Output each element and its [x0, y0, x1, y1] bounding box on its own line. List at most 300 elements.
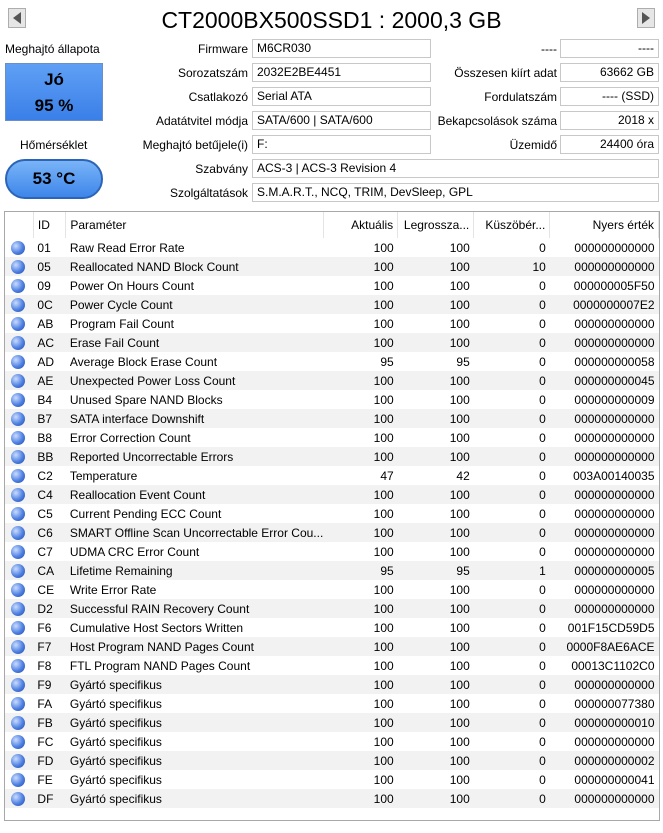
table-row[interactable] [5, 561, 659, 580]
status-cell [5, 390, 33, 409]
table-row[interactable] [5, 390, 659, 409]
current-value: 100 [324, 333, 398, 352]
status-cell [5, 713, 33, 732]
raw-value: 000000000000 [550, 523, 659, 542]
status-cell [5, 409, 33, 428]
raw-value: 0000F8AE6ACE [550, 637, 659, 656]
health-label: Meghajtó állapota [5, 42, 100, 56]
current-value: 100 [373, 544, 394, 559]
table-row[interactable] [5, 238, 659, 257]
column-header-threshold[interactable]: Küszöbér... [474, 212, 550, 238]
raw-value: 000000005F50 [573, 278, 655, 293]
threshold-value: 10 [474, 257, 550, 276]
drive-title: CT2000BX500SSD1 : 2000,3 GB [161, 7, 502, 33]
transfer-mode-label: Adatátvitel módja [155, 114, 248, 128]
blank-value: ---- [560, 39, 659, 58]
threshold-value: 0 [539, 316, 546, 331]
worst-value: 100 [449, 240, 470, 255]
attribute-name: Raw Read Error Rate [69, 240, 185, 255]
attribute-name: Reported Uncorrectable Errors [66, 447, 324, 466]
table-row[interactable] [5, 599, 659, 618]
threshold-value: 0 [474, 409, 550, 428]
worst-value: 100 [398, 447, 474, 466]
standard-value: ACS-3 | ACS-3 Revision 4 [252, 159, 659, 178]
threshold-value: 0 [539, 696, 546, 711]
status-cell [5, 542, 33, 561]
current-value: 100 [324, 637, 398, 656]
attribute-name: Gyártó specifikus [69, 734, 162, 749]
table-row[interactable] [5, 694, 659, 713]
current-value: 95 [324, 561, 398, 580]
status-cell [5, 599, 33, 618]
temperature-badge[interactable]: 53 °C [5, 159, 103, 199]
table-row[interactable] [5, 637, 659, 656]
status-cell [5, 770, 33, 789]
worst-value: 95 [456, 354, 470, 369]
status-cell [5, 314, 33, 333]
status-dot-icon [11, 279, 25, 293]
status-dot-icon [11, 583, 25, 597]
attribute-name: Gyártó specifikus [66, 675, 324, 694]
threshold-value: 0 [539, 468, 546, 483]
status-dot-icon [11, 336, 25, 350]
worst-value: 100 [449, 696, 470, 711]
attribute-name: Temperature [69, 468, 138, 483]
column-header-worst[interactable]: Legrossza... [398, 212, 474, 238]
current-value: 100 [373, 316, 394, 331]
current-value: 100 [373, 772, 394, 787]
serial-value: 2032E2BE4451 [252, 63, 431, 82]
worst-value: 100 [449, 582, 470, 597]
status-dot-icon [11, 773, 25, 787]
threshold-value: 0 [474, 371, 550, 390]
table-row[interactable] [5, 751, 659, 770]
drive-letter-value: F: [252, 135, 431, 154]
column-header-id[interactable]: ID [33, 212, 65, 238]
worst-value: 100 [398, 599, 474, 618]
table-row[interactable] [5, 656, 659, 675]
table-row[interactable] [5, 580, 659, 599]
status-dot-icon [11, 393, 25, 407]
status-dot-icon [11, 412, 25, 426]
threshold-value: 0 [474, 295, 550, 314]
attribute-id: AE [33, 371, 65, 390]
attribute-name: Error Correction Count [69, 430, 191, 445]
worst-value: 100 [398, 257, 474, 276]
current-value: 100 [324, 713, 398, 732]
blank-label: ---- [541, 42, 557, 56]
attribute-id: AD [37, 354, 55, 369]
raw-value: 000000000000 [550, 333, 659, 352]
worst-value: 100 [449, 278, 470, 293]
table-row[interactable] [5, 314, 659, 333]
table-row[interactable] [5, 257, 659, 276]
worst-value: 100 [398, 371, 474, 390]
attribute-name: Cumulative Host Sectors Written [69, 620, 244, 635]
attribute-id: F8 [37, 658, 52, 673]
status-dot-icon [11, 697, 25, 711]
table-row[interactable] [5, 295, 659, 314]
attribute-name: UDMA CRC Error Count [69, 544, 200, 559]
raw-value: 000000000000 [574, 240, 655, 255]
attribute-id: F9 [33, 675, 65, 694]
attribute-id: F7 [33, 637, 65, 656]
attribute-name: Gyártó specifikus [66, 789, 324, 808]
status-cell [5, 561, 33, 580]
worst-value: 100 [398, 751, 474, 770]
table-row[interactable] [5, 485, 659, 504]
threshold-value: 0 [474, 485, 550, 504]
column-header-attribute[interactable]: Paraméter [66, 212, 324, 238]
table-row[interactable] [5, 409, 659, 428]
table-row[interactable] [5, 618, 659, 637]
raw-value: 000000000000 [574, 430, 655, 445]
table-row[interactable] [5, 504, 659, 523]
threshold-value: 0 [539, 620, 546, 635]
status-dot-icon [11, 469, 25, 483]
threshold-value: 0 [539, 658, 546, 673]
table-row[interactable] [5, 276, 659, 295]
status-dot-icon [11, 621, 25, 635]
raw-value: 001F15CD59D5 [567, 620, 655, 635]
attribute-id: B7 [33, 409, 65, 428]
status-cell [5, 466, 33, 485]
attribute-name: Gyártó specifikus [69, 696, 162, 711]
current-value: 47 [380, 468, 394, 483]
attribute-name: Host Program NAND Pages Count [66, 637, 324, 656]
worst-value: 100 [449, 316, 470, 331]
attribute-name: Power Cycle Count [66, 295, 324, 314]
attribute-name: Reallocated NAND Block Count [66, 257, 324, 276]
current-value: 100 [324, 409, 398, 428]
attribute-name: Unused Spare NAND Blocks [69, 392, 223, 407]
raw-value: 000000000000 [574, 582, 655, 597]
table-row[interactable] [5, 371, 659, 390]
status-dot-icon [11, 716, 25, 730]
table-row[interactable] [5, 523, 659, 542]
status-dot-icon [11, 735, 25, 749]
current-value: 100 [373, 240, 394, 255]
status-cell [5, 637, 33, 656]
raw-value: 000000000000 [550, 409, 659, 428]
status-cell [5, 295, 33, 314]
table-row[interactable] [5, 789, 659, 808]
drive-letter-label: Meghajtó betűjele(i) [142, 138, 248, 152]
attribute-id: DF [33, 789, 65, 808]
threshold-value: 0 [474, 447, 550, 466]
attribute-name: Lifetime Remaining [66, 561, 324, 580]
current-value: 100 [324, 789, 398, 808]
attribute-name: Gyártó specifikus [69, 772, 162, 787]
column-header-raw[interactable]: Nyers érték [550, 212, 659, 238]
current-value: 95 [380, 354, 394, 369]
status-dot-icon [11, 241, 25, 255]
attribute-id: FD [33, 751, 65, 770]
status-dot-icon [11, 298, 25, 312]
worst-value: 100 [449, 544, 470, 559]
threshold-value: 0 [539, 734, 546, 749]
current-value: 100 [324, 447, 398, 466]
status-dot-icon [11, 659, 25, 673]
table-row[interactable] [5, 352, 659, 371]
table-row[interactable] [5, 447, 659, 466]
status-cell [5, 618, 33, 637]
current-value: 100 [324, 523, 398, 542]
interface-value: Serial ATA [252, 87, 431, 106]
attribute-name: Average Block Erase Count [69, 354, 218, 369]
table-row[interactable] [5, 675, 659, 694]
raw-value: 000000000000 [574, 544, 655, 559]
attribute-name: Successful RAIN Recovery Count [66, 599, 324, 618]
attribute-id: 0C [33, 295, 65, 314]
status-dot-icon [11, 678, 25, 692]
attribute-name: Gyártó specifikus [66, 751, 324, 770]
health-status-text: Jó [44, 70, 64, 89]
attribute-id: 01 [37, 240, 51, 255]
threshold-value: 0 [539, 544, 546, 559]
status-cell [5, 447, 33, 466]
worst-value: 100 [398, 637, 474, 656]
current-value: 100 [373, 620, 394, 635]
raw-value: 000000000000 [550, 789, 659, 808]
attribute-id: CA [33, 561, 65, 580]
table-row[interactable] [5, 542, 659, 561]
attribute-id: C4 [33, 485, 65, 504]
table-header [5, 212, 659, 238]
status-cell [5, 732, 33, 751]
raw-value: 000000000000 [550, 599, 659, 618]
raw-value: 000000000041 [574, 772, 655, 787]
transfer-mode-value: SATA/600 | SATA/600 [252, 111, 431, 130]
firmware-label: Firmware [198, 42, 248, 56]
attribute-id: B4 [37, 392, 53, 407]
status-dot-icon [11, 507, 25, 521]
attribute-id: B8 [37, 430, 53, 445]
threshold-value: 0 [539, 354, 546, 369]
status-dot-icon [11, 564, 25, 578]
firmware-value: M6CR030 [252, 39, 431, 58]
status-cell [5, 276, 33, 295]
current-value: 100 [373, 696, 394, 711]
standard-label: Szabvány [195, 162, 248, 176]
worst-value: 100 [449, 734, 470, 749]
table-row[interactable] [5, 770, 659, 789]
status-dot-icon [11, 355, 25, 369]
attribute-id: 09 [37, 278, 51, 293]
worst-value: 100 [449, 620, 470, 635]
attribute-id: C7 [37, 544, 53, 559]
health-percent: 95 % [34, 96, 74, 115]
temperature-label: Hőmérséklet [20, 138, 88, 152]
arrow-right-icon [642, 12, 650, 24]
rotation-label: Fordulatszám [484, 90, 557, 104]
raw-value: 000000000000 [574, 506, 655, 521]
table-row[interactable] [5, 732, 659, 751]
status-cell [5, 504, 33, 523]
raw-value: 000000000000 [550, 257, 659, 276]
status-cell [5, 751, 33, 770]
current-value: 100 [324, 371, 398, 390]
status-dot-icon [11, 792, 25, 806]
next-drive-button[interactable] [637, 8, 655, 28]
raw-value: 000000000009 [574, 392, 655, 407]
worst-value: 95 [398, 561, 474, 580]
threshold-value: 0 [539, 430, 546, 445]
current-value: 100 [324, 675, 398, 694]
current-value: 100 [324, 485, 398, 504]
raw-value: 000000000005 [550, 561, 659, 580]
current-value: 100 [373, 430, 394, 445]
current-value: 100 [324, 295, 398, 314]
raw-value: 000000000002 [550, 751, 659, 770]
attribute-id: FA [37, 696, 53, 711]
status-cell [5, 523, 33, 542]
threshold-value: 0 [474, 789, 550, 808]
current-value: 100 [324, 257, 398, 276]
worst-value: 100 [398, 333, 474, 352]
current-value: 100 [373, 734, 394, 749]
current-value: 100 [373, 392, 394, 407]
column-header-current[interactable]: Aktuális [324, 212, 398, 238]
current-value: 100 [324, 751, 398, 770]
attribute-id: AC [33, 333, 65, 352]
attribute-name: Unexpected Power Loss Count [66, 371, 324, 390]
attribute-name: Reallocation Event Count [66, 485, 324, 504]
threshold-value: 0 [539, 506, 546, 521]
status-cell [5, 352, 33, 371]
raw-value: 000000000058 [574, 354, 655, 369]
attribute-name: Power On Hours Count [69, 278, 194, 293]
status-dot-icon [11, 431, 25, 445]
table-row[interactable] [5, 428, 659, 447]
worst-value: 100 [398, 485, 474, 504]
worst-value: 100 [398, 675, 474, 694]
host-writes-value: 63662 GB [560, 63, 659, 82]
worst-value: 100 [449, 392, 470, 407]
status-cell [5, 333, 33, 352]
raw-value: 003A00140035 [573, 468, 655, 483]
table-row[interactable] [5, 713, 659, 732]
threshold-value: 0 [539, 240, 546, 255]
health-status-badge[interactable] [5, 63, 103, 121]
threshold-value: 0 [474, 751, 550, 770]
raw-value: 00013C1102C0 [571, 658, 655, 673]
attribute-id: FC [37, 734, 54, 749]
serial-label: Sorozatszám [177, 66, 248, 80]
status-dot-icon [11, 374, 25, 388]
attribute-name: SMART Offline Scan Uncorrectable Error Cou... [66, 523, 324, 542]
attribute-id: F6 [37, 620, 52, 635]
status-dot-icon [11, 545, 25, 559]
raw-value: 000000000000 [574, 734, 655, 749]
worst-value: 100 [449, 430, 470, 445]
raw-value: 000000000000 [550, 485, 659, 504]
attribute-name: Current Pending ECC Count [69, 506, 222, 521]
attribute-id: C5 [37, 506, 53, 521]
threshold-value: 0 [474, 523, 550, 542]
threshold-value: 0 [474, 713, 550, 732]
attribute-id: CE [37, 582, 55, 597]
threshold-value: 1 [474, 561, 550, 580]
current-value: 100 [373, 278, 394, 293]
status-dot-icon [11, 602, 25, 616]
status-dot-icon [11, 526, 25, 540]
threshold-value: 0 [474, 599, 550, 618]
threshold-value: 0 [539, 278, 546, 293]
attribute-id: C6 [33, 523, 65, 542]
status-dot-icon [11, 488, 25, 502]
threshold-value: 0 [474, 675, 550, 694]
threshold-value: 0 [539, 582, 546, 597]
status-dot-icon [11, 260, 25, 274]
attribute-id: C2 [37, 468, 53, 483]
attribute-id: BB [33, 447, 65, 466]
status-cell [5, 428, 33, 447]
power-count-label: Bekapcsolások száma [437, 114, 557, 128]
status-dot-icon [11, 317, 25, 331]
attribute-id: AB [37, 316, 54, 331]
attribute-id: D2 [33, 599, 65, 618]
status-cell [5, 257, 33, 276]
threshold-value: 0 [539, 392, 546, 407]
worst-value: 100 [449, 658, 470, 673]
interface-label: Csatlakozó [188, 90, 248, 104]
smart-table[interactable] [4, 211, 660, 821]
attribute-name: SATA interface Downshift [66, 409, 324, 428]
attribute-id: FE [37, 772, 53, 787]
worst-value: 100 [398, 409, 474, 428]
power-count-value: 2018 x [560, 111, 659, 130]
column-header-status[interactable] [5, 212, 33, 238]
status-dot-icon [11, 450, 25, 464]
power-hours-value: 24400 óra [560, 135, 659, 154]
attribute-id: 05 [33, 257, 65, 276]
rotation-value: ---- (SSD) [560, 87, 659, 106]
threshold-value: 0 [474, 637, 550, 656]
raw-value: 000000000010 [550, 713, 659, 732]
raw-value: 000000000000 [574, 316, 655, 331]
current-value: 100 [373, 506, 394, 521]
raw-value: 000000077380 [574, 696, 655, 711]
raw-value: 000000000045 [550, 371, 659, 390]
host-writes-label: Összesen kiírt adat [454, 66, 557, 80]
status-cell [5, 485, 33, 504]
attribute-name: FTL Program NAND Pages Count [69, 658, 251, 673]
attribute-name: Program Fail Count [69, 316, 174, 331]
current-value: 100 [373, 658, 394, 673]
threshold-value: 0 [474, 333, 550, 352]
current-value: 100 [373, 582, 394, 597]
attribute-name: Gyártó specifikus [66, 713, 324, 732]
status-cell [5, 675, 33, 694]
attribute-id: FB [33, 713, 65, 732]
features-value: S.M.A.R.T., NCQ, TRIM, DevSleep, GPL [252, 183, 659, 202]
status-cell [5, 238, 33, 257]
worst-value: 100 [398, 523, 474, 542]
power-hours-label: Üzemidő [509, 138, 557, 152]
worst-value: 100 [449, 506, 470, 521]
status-cell [5, 789, 33, 808]
worst-value: 100 [398, 295, 474, 314]
current-value: 100 [324, 599, 398, 618]
raw-value: 000000000000 [550, 447, 659, 466]
table-row[interactable] [5, 466, 659, 485]
attribute-name: Erase Fail Count [66, 333, 324, 352]
worst-value: 100 [449, 772, 470, 787]
table-row[interactable] [5, 333, 659, 352]
attribute-name: Write Error Rate [69, 582, 157, 597]
threshold-value: 0 [539, 772, 546, 787]
